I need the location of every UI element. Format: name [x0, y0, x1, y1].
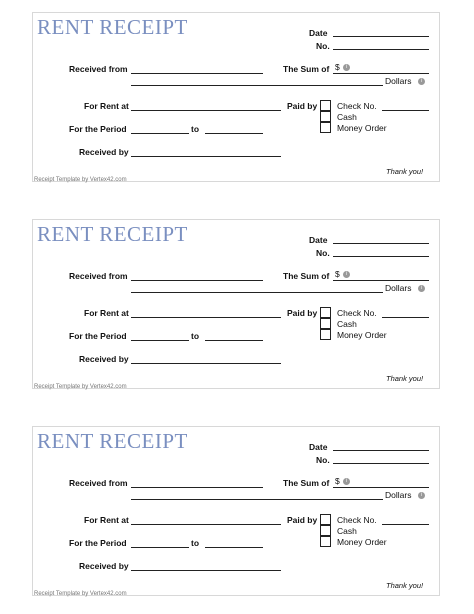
info-icon: i [343, 64, 350, 71]
period-to-label: to [191, 538, 200, 548]
thank-you-text: Thank you! [386, 374, 424, 383]
date-label: Date [309, 442, 328, 452]
period-label: For the Period [69, 538, 127, 548]
received-by-label: Received by [79, 561, 129, 571]
rent-at-label: For Rent at [84, 308, 129, 318]
period-to-field[interactable] [205, 133, 263, 134]
sum-field[interactable] [333, 280, 429, 281]
thank-you-text: Thank you! [386, 167, 424, 176]
received-from-field-line-2[interactable] [131, 499, 383, 500]
period-to-field[interactable] [205, 340, 263, 341]
dollars-label: Dollars [385, 283, 412, 293]
info-icon: i [418, 492, 425, 499]
money-order-label: Money Order [337, 123, 387, 133]
currency-symbol: $ [335, 476, 340, 486]
received-from-field[interactable] [131, 280, 263, 281]
received-from-field-line-2[interactable] [131, 292, 383, 293]
sum-label: The Sum of [283, 271, 330, 281]
receipt-number-label: No. [316, 455, 330, 465]
date-label: Date [309, 28, 328, 38]
receipt-number-field[interactable] [333, 256, 429, 257]
received-from-label: Received from [69, 64, 128, 74]
check-checkbox[interactable] [320, 100, 331, 111]
info-icon: i [343, 271, 350, 278]
check-number-field[interactable] [382, 317, 429, 318]
cash-checkbox[interactable] [320, 525, 331, 536]
info-icon: i [418, 285, 425, 292]
money-order-label: Money Order [337, 330, 387, 340]
date-field[interactable] [333, 36, 429, 37]
rent-at-label: For Rent at [84, 515, 129, 525]
cash-label: Cash [337, 319, 357, 329]
info-icon: i [343, 478, 350, 485]
sum-label: The Sum of [283, 64, 330, 74]
check-checkbox[interactable] [320, 514, 331, 525]
receipt-number-field[interactable] [333, 463, 429, 464]
cash-label: Cash [337, 112, 357, 122]
rent-at-field[interactable] [131, 524, 281, 525]
paid-by-label: Paid by [287, 308, 318, 318]
period-from-field[interactable] [131, 340, 189, 341]
currency-symbol: $ [335, 269, 340, 279]
rent-at-field[interactable] [131, 110, 281, 111]
sum-label: The Sum of [283, 478, 330, 488]
receipt-number-label: No. [316, 41, 330, 51]
date-field[interactable] [333, 243, 429, 244]
rent-at-label: For Rent at [84, 101, 129, 111]
template-credit: Receipt Template by Vertex42.com [34, 177, 127, 183]
template-credit: Receipt Template by Vertex42.com [34, 591, 127, 597]
check-label: Check No. [337, 308, 377, 318]
received-by-field[interactable] [131, 570, 281, 571]
sum-field[interactable] [333, 487, 429, 488]
rent-receipt [32, 12, 440, 182]
money-order-checkbox[interactable] [320, 329, 331, 340]
template-credit: Receipt Template by Vertex42.com [34, 384, 127, 390]
paid-by-label: Paid by [287, 101, 318, 111]
received-from-label: Received from [69, 271, 128, 281]
dollars-label: Dollars [385, 76, 412, 86]
info-icon: i [418, 78, 425, 85]
check-label: Check No. [337, 515, 377, 525]
date-label: Date [309, 235, 328, 245]
period-from-field[interactable] [131, 133, 189, 134]
received-from-field[interactable] [131, 487, 263, 488]
period-label: For the Period [69, 124, 127, 134]
thank-you-text: Thank you! [386, 581, 424, 590]
cash-checkbox[interactable] [320, 318, 331, 329]
received-by-label: Received by [79, 147, 129, 157]
period-to-field[interactable] [205, 547, 263, 548]
cash-label: Cash [337, 526, 357, 536]
receipt-title: RENT RECEIPT [37, 15, 188, 39]
period-to-label: to [191, 331, 200, 341]
received-from-label: Received from [69, 478, 128, 488]
money-order-checkbox[interactable] [320, 536, 331, 547]
rent-at-field[interactable] [131, 317, 281, 318]
received-from-field[interactable] [131, 73, 263, 74]
sum-field[interactable] [333, 73, 429, 74]
received-from-field-line-2[interactable] [131, 85, 383, 86]
date-field[interactable] [333, 450, 429, 451]
receipt-number-field[interactable] [333, 49, 429, 50]
check-checkbox[interactable] [320, 307, 331, 318]
paid-by-label: Paid by [287, 515, 318, 525]
receipt-title: RENT RECEIPT [37, 222, 188, 246]
money-order-checkbox[interactable] [320, 122, 331, 133]
money-order-label: Money Order [337, 537, 387, 547]
check-label: Check No. [337, 101, 377, 111]
period-to-label: to [191, 124, 200, 134]
cash-checkbox[interactable] [320, 111, 331, 122]
dollars-label: Dollars [385, 490, 412, 500]
receipt-number-label: No. [316, 248, 330, 258]
period-label: For the Period [69, 331, 127, 341]
rent-receipt [32, 219, 440, 389]
receipt-title: RENT RECEIPT [37, 429, 188, 453]
currency-symbol: $ [335, 62, 340, 72]
received-by-field[interactable] [131, 156, 281, 157]
received-by-field[interactable] [131, 363, 281, 364]
check-number-field[interactable] [382, 110, 429, 111]
period-from-field[interactable] [131, 547, 189, 548]
received-by-label: Received by [79, 354, 129, 364]
rent-receipt [32, 426, 440, 596]
check-number-field[interactable] [382, 524, 429, 525]
